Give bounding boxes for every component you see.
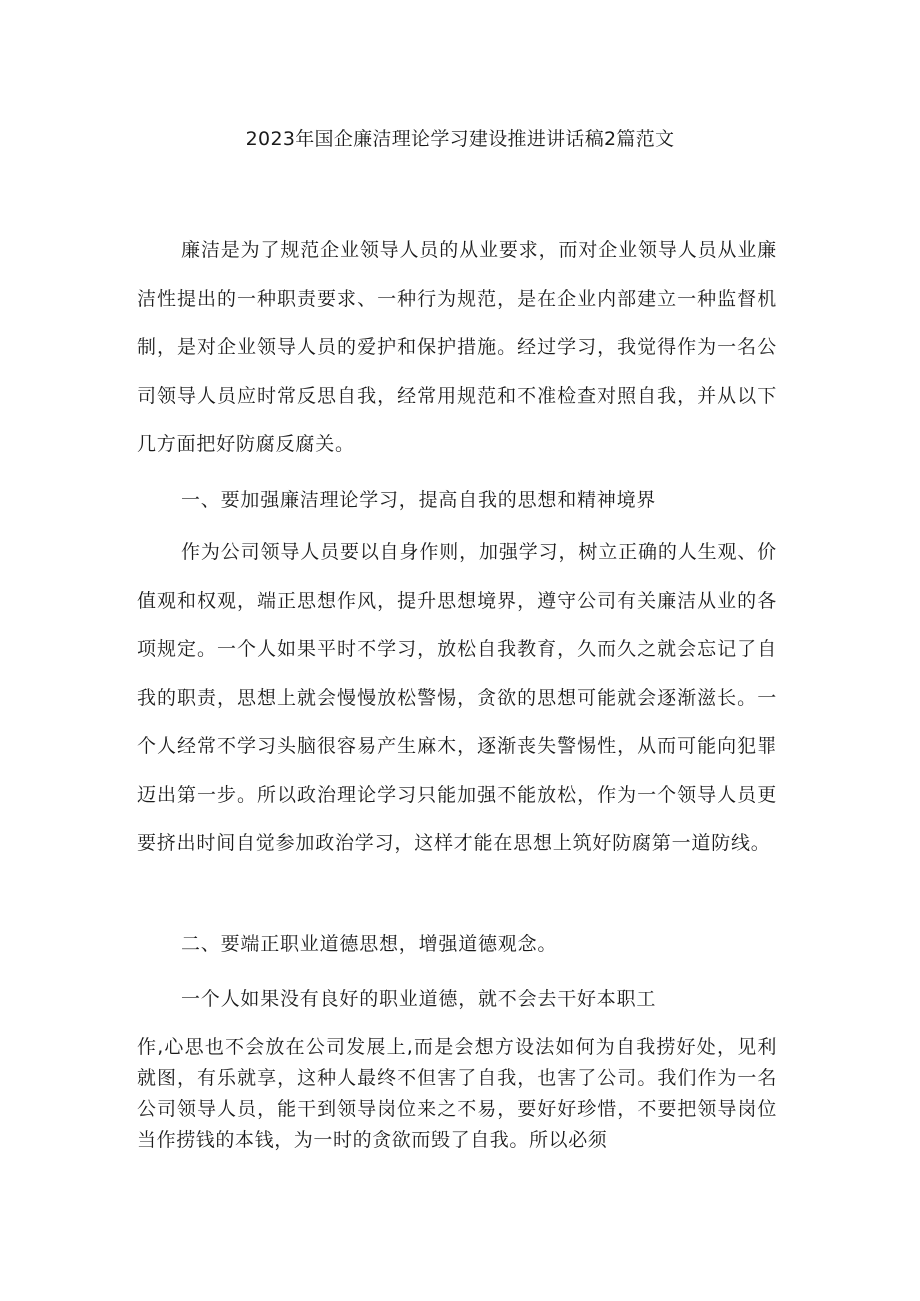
intro-paragraph: 廉洁是为了规范企业领导人员的从业要求，而对企业领导人员从业廉洁性提出的一种职责要求、一种行为规范，是在企业内部建立一种监督机制，是对企业领导人员的爱护和保护措施。经过学习，我觉得作为一名公司领导人员应时常反思自我，经常用规范和不准检查对照自我，并从以下几方面把好防腐反腐关。 [137, 239, 777, 455]
section-heading-1: 一、要加强廉洁理论学习，提高自我的思想和精神境界 [181, 489, 657, 511]
section-body-2-continued: 作,心思也不会放在公司发展上,而是会想方设法如何为自我捞好处，见利就图，有乐就享，这种人最终不但害了自我，也害了公司。我们作为一名公司领导人员，能干到领导岗位来之不易，要好好珍惜，不要把领导岗位当作捞钱的本钱，为一时的贪欲而毁了自我。所以必须 [137, 1036, 777, 1151]
section-body-2-lead: 一个人如果没有良好的职业道德，就不会去干好本职工 [181, 988, 657, 1010]
section-heading-2: 二、要端正职业道德思想，增强道德观念。 [181, 933, 558, 955]
section-body-1: 作为公司领导人员要以自身作则，加强学习，树立正确的人生观、价值观和权观，端正思想作风，提升思想境界，遵守公司有关廉洁从业的各项规定。一个人如果平时不学习，放松自我教育，久而久之就会忘记了自我的职责，思想上就会慢慢放松警惕，贪欲的思想可能就会逐渐滋长。一个人经常不学习头脑很容易产生麻木，逐渐丧失警惕性，从而可能向犯罪迈出第一步。所以政治理论学习只能加强不能放松，作为一个领导人员更要挤出时间自觉参加政治学习，这样才能在思想上筑好防腐第一道防线。 [137, 541, 777, 854]
document-title: 2023年国企廉洁理论学习建设推进讲话稿2篇范文 [245, 128, 675, 150]
